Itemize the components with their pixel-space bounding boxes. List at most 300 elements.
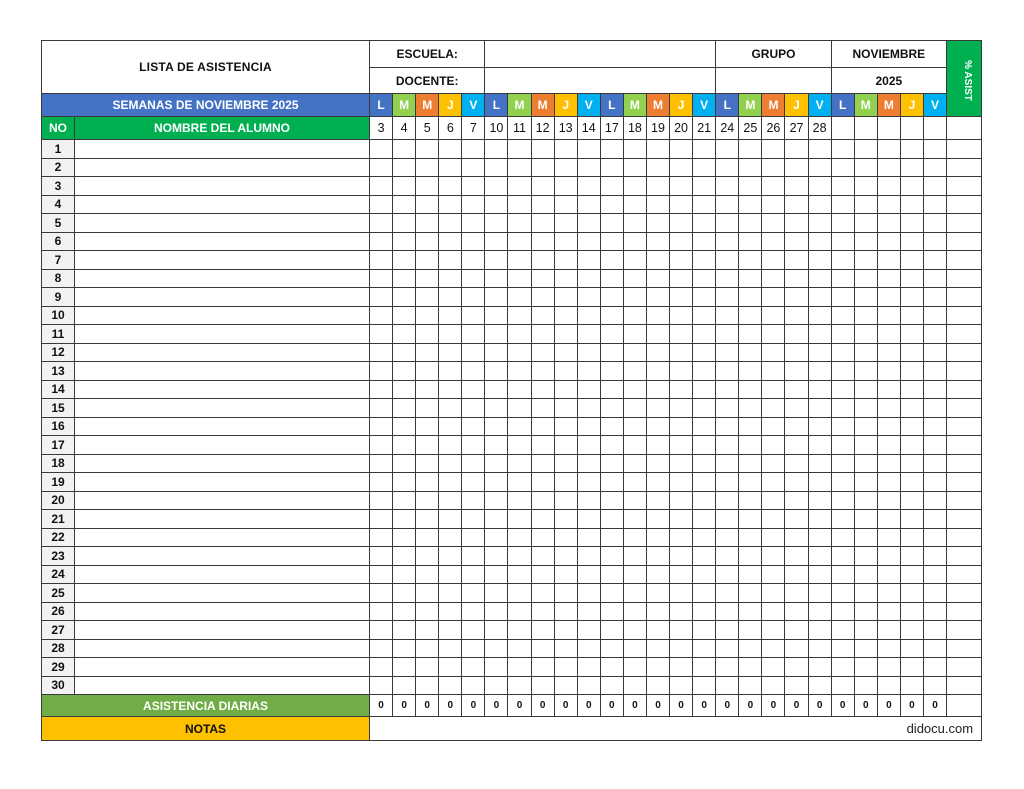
attendance-cell[interactable]	[554, 214, 577, 233]
attendance-cell[interactable]	[716, 325, 739, 344]
attendance-cell[interactable]	[646, 417, 669, 436]
attendance-cell[interactable]	[623, 639, 646, 658]
student-name-cell[interactable]	[75, 195, 370, 214]
attendance-cell[interactable]	[370, 288, 393, 307]
attendance-cell[interactable]	[785, 658, 808, 677]
attendance-cell[interactable]	[577, 658, 600, 677]
attendance-cell[interactable]	[600, 602, 623, 621]
attendance-cell[interactable]	[393, 306, 416, 325]
attendance-cell[interactable]	[646, 288, 669, 307]
attendance-cell[interactable]	[600, 547, 623, 566]
attendance-cell[interactable]	[370, 565, 393, 584]
attendance-cell[interactable]	[877, 288, 900, 307]
attendance-cell[interactable]	[623, 473, 646, 492]
attendance-cell[interactable]	[670, 399, 693, 418]
attendance-cell[interactable]	[900, 343, 923, 362]
attendance-cell[interactable]	[762, 232, 785, 251]
attendance-cell[interactable]	[577, 417, 600, 436]
attendance-cell[interactable]	[393, 195, 416, 214]
attendance-cell[interactable]	[393, 417, 416, 436]
attendance-cell[interactable]	[600, 639, 623, 658]
attendance-cell[interactable]	[693, 269, 716, 288]
attendance-cell[interactable]	[739, 547, 762, 566]
attendance-cell[interactable]	[554, 565, 577, 584]
attendance-cell[interactable]	[531, 269, 554, 288]
attendance-cell[interactable]	[877, 658, 900, 677]
attendance-cell[interactable]	[693, 602, 716, 621]
attendance-cell[interactable]	[716, 473, 739, 492]
attendance-cell[interactable]	[670, 158, 693, 177]
attendance-cell[interactable]	[554, 288, 577, 307]
attendance-cell[interactable]	[462, 436, 485, 455]
attendance-cell[interactable]	[877, 454, 900, 473]
attendance-cell[interactable]	[739, 251, 762, 270]
attendance-cell[interactable]	[762, 621, 785, 640]
attendance-cell[interactable]	[508, 251, 531, 270]
attendance-cell[interactable]	[623, 325, 646, 344]
attendance-cell[interactable]	[508, 177, 531, 196]
attendance-cell[interactable]	[900, 380, 923, 399]
attendance-cell[interactable]	[554, 621, 577, 640]
attendance-cell[interactable]	[600, 528, 623, 547]
attendance-cell[interactable]	[923, 195, 946, 214]
attendance-cell[interactable]	[554, 473, 577, 492]
student-name-cell[interactable]	[75, 232, 370, 251]
attendance-cell[interactable]	[462, 417, 485, 436]
attendance-cell[interactable]	[854, 195, 877, 214]
attendance-cell[interactable]	[577, 491, 600, 510]
attendance-cell[interactable]	[623, 417, 646, 436]
attendance-cell[interactable]	[531, 195, 554, 214]
attendance-cell[interactable]	[693, 214, 716, 233]
attendance-cell[interactable]	[462, 158, 485, 177]
attendance-cell[interactable]	[877, 584, 900, 603]
attendance-cell[interactable]	[646, 380, 669, 399]
attendance-cell[interactable]	[623, 177, 646, 196]
attendance-cell[interactable]	[762, 251, 785, 270]
attendance-cell[interactable]	[439, 343, 462, 362]
attendance-cell[interactable]	[646, 528, 669, 547]
attendance-cell[interactable]	[877, 140, 900, 159]
attendance-cell[interactable]	[600, 510, 623, 529]
attendance-cell[interactable]	[577, 528, 600, 547]
attendance-cell[interactable]	[439, 177, 462, 196]
attendance-cell[interactable]	[416, 473, 439, 492]
attendance-cell[interactable]	[808, 547, 831, 566]
attendance-cell[interactable]	[762, 436, 785, 455]
attendance-cell[interactable]	[393, 528, 416, 547]
student-name-cell[interactable]	[75, 177, 370, 196]
attendance-cell[interactable]	[762, 195, 785, 214]
attendance-cell[interactable]	[854, 417, 877, 436]
attendance-cell[interactable]	[854, 251, 877, 270]
attendance-cell[interactable]	[370, 547, 393, 566]
attendance-cell[interactable]	[393, 251, 416, 270]
attendance-cell[interactable]	[877, 158, 900, 177]
attendance-cell[interactable]	[554, 177, 577, 196]
attendance-cell[interactable]	[900, 510, 923, 529]
attendance-cell[interactable]	[577, 251, 600, 270]
attendance-cell[interactable]	[739, 639, 762, 658]
attendance-cell[interactable]	[485, 658, 508, 677]
attendance-cell[interactable]	[462, 325, 485, 344]
attendance-cell[interactable]	[693, 362, 716, 381]
attendance-cell[interactable]	[762, 602, 785, 621]
attendance-cell[interactable]	[623, 547, 646, 566]
attendance-cell[interactable]	[900, 621, 923, 640]
attendance-cell[interactable]	[831, 639, 854, 658]
attendance-cell[interactable]	[785, 158, 808, 177]
attendance-cell[interactable]	[393, 140, 416, 159]
attendance-cell[interactable]	[716, 417, 739, 436]
attendance-cell[interactable]	[716, 158, 739, 177]
attendance-cell[interactable]	[693, 491, 716, 510]
attendance-cell[interactable]	[739, 177, 762, 196]
attendance-cell[interactable]	[716, 140, 739, 159]
attendance-cell[interactable]	[485, 602, 508, 621]
attendance-cell[interactable]	[808, 343, 831, 362]
attendance-cell[interactable]	[923, 473, 946, 492]
attendance-cell[interactable]	[923, 140, 946, 159]
attendance-cell[interactable]	[670, 547, 693, 566]
attendance-cell[interactable]	[877, 251, 900, 270]
attendance-cell[interactable]	[370, 232, 393, 251]
attendance-cell[interactable]	[393, 584, 416, 603]
attendance-cell[interactable]	[370, 306, 393, 325]
student-name-cell[interactable]	[75, 676, 370, 695]
attendance-cell[interactable]	[623, 251, 646, 270]
attendance-cell[interactable]	[439, 436, 462, 455]
attendance-cell[interactable]	[831, 195, 854, 214]
attendance-cell[interactable]	[485, 177, 508, 196]
attendance-cell[interactable]	[370, 436, 393, 455]
attendance-cell[interactable]	[416, 547, 439, 566]
attendance-cell[interactable]	[393, 325, 416, 344]
attendance-cell[interactable]	[623, 565, 646, 584]
attendance-cell[interactable]	[393, 547, 416, 566]
attendance-cell[interactable]	[462, 639, 485, 658]
attendance-cell[interactable]	[508, 602, 531, 621]
attendance-cell[interactable]	[485, 251, 508, 270]
attendance-cell[interactable]	[762, 140, 785, 159]
attendance-cell[interactable]	[554, 362, 577, 381]
attendance-cell[interactable]	[900, 269, 923, 288]
attendance-cell[interactable]	[900, 639, 923, 658]
attendance-cell[interactable]	[762, 362, 785, 381]
attendance-cell[interactable]	[485, 510, 508, 529]
attendance-cell[interactable]	[923, 454, 946, 473]
attendance-cell[interactable]	[670, 195, 693, 214]
attendance-cell[interactable]	[785, 399, 808, 418]
attendance-cell[interactable]	[923, 251, 946, 270]
attendance-cell[interactable]	[693, 232, 716, 251]
attendance-cell[interactable]	[623, 621, 646, 640]
attendance-cell[interactable]	[693, 510, 716, 529]
attendance-cell[interactable]	[693, 658, 716, 677]
attendance-cell[interactable]	[785, 436, 808, 455]
attendance-cell[interactable]	[808, 528, 831, 547]
attendance-cell[interactable]	[416, 343, 439, 362]
attendance-cell[interactable]	[670, 658, 693, 677]
attendance-cell[interactable]	[416, 602, 439, 621]
attendance-cell[interactable]	[693, 417, 716, 436]
attendance-cell[interactable]	[900, 473, 923, 492]
attendance-cell[interactable]	[623, 676, 646, 695]
attendance-cell[interactable]	[462, 343, 485, 362]
attendance-cell[interactable]	[900, 584, 923, 603]
attendance-cell[interactable]	[393, 232, 416, 251]
attendance-cell[interactable]	[854, 177, 877, 196]
attendance-cell[interactable]	[739, 473, 762, 492]
attendance-cell[interactable]	[785, 547, 808, 566]
attendance-cell[interactable]	[600, 325, 623, 344]
attendance-cell[interactable]	[923, 288, 946, 307]
attendance-cell[interactable]	[439, 325, 462, 344]
attendance-cell[interactable]	[808, 399, 831, 418]
attendance-cell[interactable]	[739, 325, 762, 344]
attendance-cell[interactable]	[831, 473, 854, 492]
attendance-cell[interactable]	[416, 528, 439, 547]
attendance-cell[interactable]	[716, 547, 739, 566]
attendance-cell[interactable]	[739, 676, 762, 695]
attendance-cell[interactable]	[416, 140, 439, 159]
attendance-cell[interactable]	[716, 288, 739, 307]
attendance-cell[interactable]	[600, 584, 623, 603]
attendance-cell[interactable]	[739, 417, 762, 436]
attendance-cell[interactable]	[762, 584, 785, 603]
attendance-cell[interactable]	[416, 251, 439, 270]
attendance-cell[interactable]	[877, 380, 900, 399]
attendance-cell[interactable]	[462, 195, 485, 214]
attendance-cell[interactable]	[485, 306, 508, 325]
attendance-cell[interactable]	[600, 306, 623, 325]
attendance-cell[interactable]	[370, 658, 393, 677]
attendance-cell[interactable]	[854, 362, 877, 381]
attendance-cell[interactable]	[900, 528, 923, 547]
attendance-cell[interactable]	[531, 325, 554, 344]
attendance-cell[interactable]	[785, 491, 808, 510]
attendance-cell[interactable]	[646, 214, 669, 233]
attendance-cell[interactable]	[531, 621, 554, 640]
attendance-cell[interactable]	[646, 584, 669, 603]
attendance-cell[interactable]	[831, 325, 854, 344]
student-name-cell[interactable]	[75, 399, 370, 418]
attendance-cell[interactable]	[670, 251, 693, 270]
attendance-cell[interactable]	[854, 454, 877, 473]
attendance-cell[interactable]	[646, 658, 669, 677]
attendance-cell[interactable]	[923, 214, 946, 233]
attendance-cell[interactable]	[508, 380, 531, 399]
attendance-cell[interactable]	[439, 621, 462, 640]
attendance-cell[interactable]	[393, 658, 416, 677]
attendance-cell[interactable]	[462, 621, 485, 640]
attendance-cell[interactable]	[485, 436, 508, 455]
attendance-cell[interactable]	[623, 491, 646, 510]
attendance-cell[interactable]	[670, 639, 693, 658]
attendance-cell[interactable]	[554, 251, 577, 270]
attendance-cell[interactable]	[762, 454, 785, 473]
attendance-cell[interactable]	[370, 325, 393, 344]
attendance-cell[interactable]	[508, 399, 531, 418]
attendance-cell[interactable]	[370, 214, 393, 233]
attendance-cell[interactable]	[508, 454, 531, 473]
attendance-cell[interactable]	[831, 602, 854, 621]
attendance-cell[interactable]	[670, 565, 693, 584]
attendance-cell[interactable]	[670, 510, 693, 529]
attendance-cell[interactable]	[393, 565, 416, 584]
attendance-cell[interactable]	[623, 306, 646, 325]
attendance-cell[interactable]	[693, 177, 716, 196]
attendance-cell[interactable]	[439, 639, 462, 658]
attendance-cell[interactable]	[693, 639, 716, 658]
attendance-cell[interactable]	[485, 380, 508, 399]
attendance-cell[interactable]	[462, 380, 485, 399]
attendance-cell[interactable]	[370, 473, 393, 492]
attendance-cell[interactable]	[670, 528, 693, 547]
attendance-cell[interactable]	[462, 288, 485, 307]
attendance-cell[interactable]	[739, 621, 762, 640]
attendance-cell[interactable]	[531, 584, 554, 603]
attendance-cell[interactable]	[693, 195, 716, 214]
attendance-cell[interactable]	[646, 676, 669, 695]
attendance-cell[interactable]	[393, 436, 416, 455]
attendance-cell[interactable]	[739, 436, 762, 455]
attendance-cell[interactable]	[416, 362, 439, 381]
attendance-cell[interactable]	[554, 343, 577, 362]
attendance-cell[interactable]	[716, 269, 739, 288]
attendance-cell[interactable]	[439, 491, 462, 510]
attendance-cell[interactable]	[670, 454, 693, 473]
attendance-cell[interactable]	[785, 195, 808, 214]
attendance-cell[interactable]	[531, 232, 554, 251]
attendance-cell[interactable]	[900, 195, 923, 214]
attendance-cell[interactable]	[554, 325, 577, 344]
attendance-cell[interactable]	[785, 454, 808, 473]
attendance-cell[interactable]	[508, 140, 531, 159]
attendance-cell[interactable]	[370, 399, 393, 418]
attendance-cell[interactable]	[739, 140, 762, 159]
attendance-cell[interactable]	[462, 565, 485, 584]
attendance-cell[interactable]	[923, 362, 946, 381]
attendance-cell[interactable]	[577, 473, 600, 492]
attendance-cell[interactable]	[923, 510, 946, 529]
student-name-cell[interactable]	[75, 547, 370, 566]
attendance-cell[interactable]	[508, 158, 531, 177]
attendance-cell[interactable]	[577, 306, 600, 325]
attendance-cell[interactable]	[646, 565, 669, 584]
docente-field[interactable]	[485, 68, 716, 94]
attendance-cell[interactable]	[831, 362, 854, 381]
attendance-cell[interactable]	[716, 528, 739, 547]
attendance-cell[interactable]	[393, 380, 416, 399]
attendance-cell[interactable]	[508, 510, 531, 529]
attendance-cell[interactable]	[531, 528, 554, 547]
attendance-cell[interactable]	[808, 454, 831, 473]
attendance-cell[interactable]	[393, 288, 416, 307]
attendance-cell[interactable]	[785, 214, 808, 233]
attendance-cell[interactable]	[762, 399, 785, 418]
attendance-cell[interactable]	[900, 362, 923, 381]
attendance-cell[interactable]	[670, 621, 693, 640]
attendance-cell[interactable]	[508, 288, 531, 307]
attendance-cell[interactable]	[923, 399, 946, 418]
attendance-cell[interactable]	[923, 417, 946, 436]
attendance-cell[interactable]	[854, 528, 877, 547]
attendance-cell[interactable]	[577, 343, 600, 362]
attendance-cell[interactable]	[439, 195, 462, 214]
attendance-cell[interactable]	[485, 565, 508, 584]
attendance-cell[interactable]	[554, 658, 577, 677]
attendance-cell[interactable]	[808, 177, 831, 196]
attendance-cell[interactable]	[877, 325, 900, 344]
attendance-cell[interactable]	[923, 676, 946, 695]
attendance-cell[interactable]	[693, 584, 716, 603]
attendance-cell[interactable]	[670, 473, 693, 492]
attendance-cell[interactable]	[485, 362, 508, 381]
attendance-cell[interactable]	[716, 658, 739, 677]
attendance-cell[interactable]	[739, 399, 762, 418]
attendance-cell[interactable]	[646, 195, 669, 214]
attendance-cell[interactable]	[900, 417, 923, 436]
attendance-cell[interactable]	[370, 177, 393, 196]
attendance-cell[interactable]	[485, 269, 508, 288]
attendance-cell[interactable]	[877, 232, 900, 251]
attendance-cell[interactable]	[923, 639, 946, 658]
attendance-cell[interactable]	[716, 343, 739, 362]
attendance-cell[interactable]	[670, 288, 693, 307]
attendance-cell[interactable]	[600, 177, 623, 196]
attendance-cell[interactable]	[670, 362, 693, 381]
attendance-cell[interactable]	[393, 362, 416, 381]
attendance-cell[interactable]	[485, 399, 508, 418]
attendance-cell[interactable]	[854, 510, 877, 529]
attendance-cell[interactable]	[739, 306, 762, 325]
attendance-cell[interactable]	[785, 343, 808, 362]
attendance-cell[interactable]	[600, 343, 623, 362]
attendance-cell[interactable]	[508, 269, 531, 288]
attendance-cell[interactable]	[808, 288, 831, 307]
attendance-cell[interactable]	[600, 676, 623, 695]
student-name-cell[interactable]	[75, 584, 370, 603]
attendance-cell[interactable]	[554, 195, 577, 214]
attendance-cell[interactable]	[646, 140, 669, 159]
attendance-cell[interactable]	[600, 232, 623, 251]
attendance-cell[interactable]	[854, 399, 877, 418]
attendance-cell[interactable]	[531, 565, 554, 584]
attendance-cell[interactable]	[808, 676, 831, 695]
attendance-cell[interactable]	[508, 621, 531, 640]
attendance-cell[interactable]	[439, 232, 462, 251]
attendance-cell[interactable]	[577, 436, 600, 455]
attendance-cell[interactable]	[623, 232, 646, 251]
student-name-cell[interactable]	[75, 639, 370, 658]
attendance-cell[interactable]	[508, 565, 531, 584]
attendance-cell[interactable]	[462, 306, 485, 325]
attendance-cell[interactable]	[739, 343, 762, 362]
attendance-cell[interactable]	[393, 473, 416, 492]
attendance-cell[interactable]	[462, 658, 485, 677]
attendance-cell[interactable]	[877, 399, 900, 418]
attendance-cell[interactable]	[923, 436, 946, 455]
attendance-cell[interactable]	[693, 528, 716, 547]
attendance-cell[interactable]	[670, 584, 693, 603]
attendance-cell[interactable]	[531, 454, 554, 473]
attendance-cell[interactable]	[854, 436, 877, 455]
attendance-cell[interactable]	[900, 491, 923, 510]
attendance-cell[interactable]	[416, 158, 439, 177]
attendance-cell[interactable]	[393, 454, 416, 473]
attendance-cell[interactable]	[808, 158, 831, 177]
